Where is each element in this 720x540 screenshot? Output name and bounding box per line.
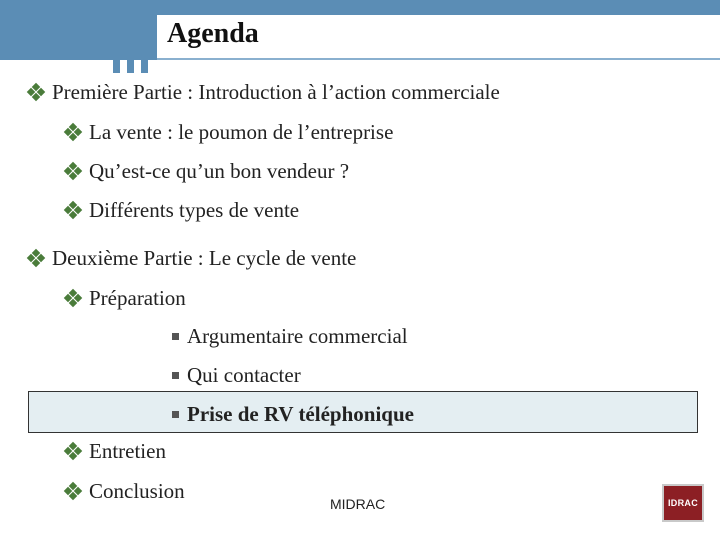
part-2-label: Deuxième Partie : Le cycle de vente [52,246,357,270]
list-item [65,439,166,463]
square-bullet-icon [172,372,179,379]
diamond-bullet-icon [65,124,81,140]
list-item [65,159,349,183]
sub-list-item-label: Argumentaire commercial [187,324,408,348]
header-tick [113,60,120,73]
idrac-logo [662,484,704,522]
header-tick [127,60,134,73]
list-item [65,286,186,310]
slide-title: Agenda [167,18,259,49]
diamond-bullet-icon [65,163,81,179]
sub-list-item-current [172,402,414,426]
part-1-label: Première Partie : Introduction à l’action commerciale [52,80,500,104]
logo-text: IDRAC [668,498,698,508]
diamond-bullet-icon [65,443,81,459]
agenda-part-1 [28,80,500,104]
agenda-part-2 [28,246,356,270]
sub-list-item-label: Prise de RV téléphonique [187,402,414,426]
title-underline [157,58,720,60]
footer-text: MIDRAC [330,496,386,512]
diamond-bullet-icon [65,202,81,218]
list-item-label: Qu’est-ce qu’un bon vendeur ? [89,159,350,183]
square-bullet-icon [172,411,179,418]
diamond-bullet-icon [65,483,81,499]
diamond-bullet-icon [65,290,81,306]
list-item-label: La vente : le poumon de l’entreprise [89,120,394,144]
list-item [65,120,393,144]
list-item-label: Préparation [89,286,186,310]
list-item-label: Conclusion [89,479,185,503]
list-item-label: Différents types de vente [89,198,300,222]
list-item [65,198,299,222]
sub-list-item [172,324,408,348]
diamond-bullet-icon [28,84,44,100]
diamond-bullet-icon [28,250,44,266]
list-item [65,479,185,503]
sub-list-item-label: Qui contacter [187,363,301,387]
square-bullet-icon [172,333,179,340]
sub-list-item [172,363,301,387]
header-tick [141,60,148,73]
list-item-label: Entretien [89,439,166,463]
header-corner-block [0,0,157,60]
